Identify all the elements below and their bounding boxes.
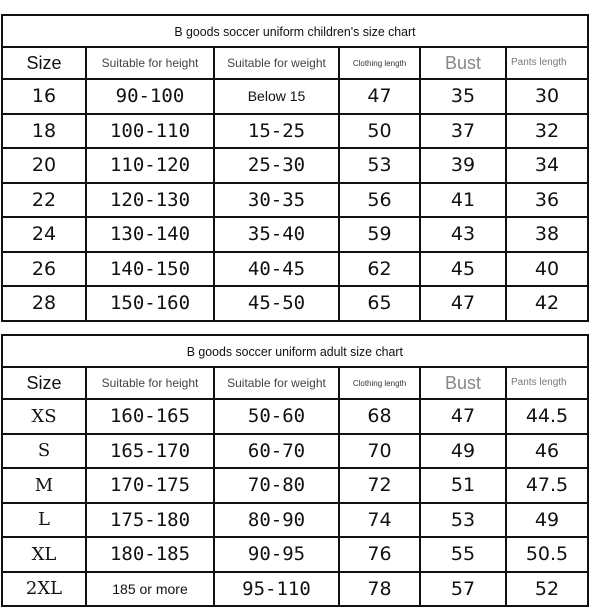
height-header: Suitable for height xyxy=(86,367,214,399)
height-cell: 120-130 xyxy=(86,183,214,218)
adult-size-table xyxy=(1,334,589,607)
size-cell: XS xyxy=(2,399,86,434)
table-row xyxy=(2,399,588,434)
clothing-length-cell: 56 xyxy=(339,183,420,218)
clothing-length-cell: 78 xyxy=(339,572,420,607)
table-row xyxy=(2,537,588,572)
weight-cell: 35-40 xyxy=(214,217,339,252)
bust-header: Bust xyxy=(420,47,506,79)
adult-header-row xyxy=(2,367,588,399)
height-cell: 185 or more xyxy=(86,572,214,607)
bust-cell: 45 xyxy=(420,252,506,287)
pants-length-cell: 44.5 xyxy=(506,399,588,434)
size-cell: 2XL xyxy=(2,572,86,607)
table-row xyxy=(2,217,588,252)
pants-length-cell: 36 xyxy=(506,183,588,218)
bust-cell: 43 xyxy=(420,217,506,252)
clothing-length-cell: 74 xyxy=(339,503,420,538)
bust-cell: 41 xyxy=(420,183,506,218)
table-row xyxy=(2,79,588,114)
clothing-length-cell: 76 xyxy=(339,537,420,572)
weight-header: Suitable for weight xyxy=(214,367,339,399)
adult-chart-title-text: B goods soccer uniform adult size chart xyxy=(186,343,404,359)
height-cell: 150-160 xyxy=(86,286,214,321)
bust-cell: 51 xyxy=(420,468,506,503)
size-cell: 18 xyxy=(2,114,86,149)
bust-cell: 37 xyxy=(420,114,506,149)
height-cell: 140-150 xyxy=(86,252,214,287)
size-cell: 24 xyxy=(2,217,86,252)
height-cell: 130-140 xyxy=(86,217,214,252)
pants-length-cell: 34 xyxy=(506,148,588,183)
adult-chart-title xyxy=(2,335,588,367)
children-size-table xyxy=(1,14,589,322)
table-row xyxy=(2,252,588,287)
height-cell: 175-180 xyxy=(86,503,214,538)
size-cell: 16 xyxy=(2,79,86,114)
children-size-chart xyxy=(0,14,600,322)
table-row xyxy=(2,286,588,321)
weight-cell: 95-110 xyxy=(214,572,339,607)
clothing-length-cell: 62 xyxy=(339,252,420,287)
size-cell: S xyxy=(2,434,86,469)
pants-length-header: Pants length xyxy=(506,367,588,399)
size-cell: 20 xyxy=(2,148,86,183)
table-row xyxy=(2,114,588,149)
bust-cell: 47 xyxy=(420,286,506,321)
pants-length-cell: 52 xyxy=(506,572,588,607)
weight-cell: 80-90 xyxy=(214,503,339,538)
table-row xyxy=(2,503,588,538)
weight-cell: 45-50 xyxy=(214,286,339,321)
size-cell: 26 xyxy=(2,252,86,287)
weight-cell: 15-25 xyxy=(214,114,339,149)
height-cell: 100-110 xyxy=(86,114,214,149)
size-cell: L xyxy=(2,503,86,538)
height-cell: 170-175 xyxy=(86,468,214,503)
clothing-length-cell: 47 xyxy=(339,79,420,114)
bust-cell: 47 xyxy=(420,399,506,434)
adult-table-body xyxy=(2,367,588,606)
table-row xyxy=(2,572,588,607)
clothing-length-cell: 53 xyxy=(339,148,420,183)
bust-header: Bust xyxy=(420,367,506,399)
children-chart-title-text: B goods soccer uniform children's size chart xyxy=(174,23,416,39)
clothing-length-cell: 50 xyxy=(339,114,420,149)
size-cell: 28 xyxy=(2,286,86,321)
weight-cell: Below 15 xyxy=(214,79,339,114)
bust-cell: 53 xyxy=(420,503,506,538)
height-header: Suitable for height xyxy=(86,47,214,79)
height-cell: 180-185 xyxy=(86,537,214,572)
children-header-row xyxy=(2,47,588,79)
weight-cell: 70-80 xyxy=(214,468,339,503)
pants-length-cell: 46 xyxy=(506,434,588,469)
pants-length-cell: 42 xyxy=(506,286,588,321)
weight-cell: 25-30 xyxy=(214,148,339,183)
pants-length-header: Pants length xyxy=(506,47,588,79)
pants-length-cell: 40 xyxy=(506,252,588,287)
clothing-length-header: Clothing length xyxy=(339,47,420,79)
bust-cell: 39 xyxy=(420,148,506,183)
bust-cell: 35 xyxy=(420,79,506,114)
table-row xyxy=(2,148,588,183)
weight-cell: 60-70 xyxy=(214,434,339,469)
height-cell: 110-120 xyxy=(86,148,214,183)
children-chart-title xyxy=(2,15,588,47)
height-cell: 90-100 xyxy=(86,79,214,114)
table-row xyxy=(2,434,588,469)
height-cell: 160-165 xyxy=(86,399,214,434)
weight-cell: 30-35 xyxy=(214,183,339,218)
pants-length-cell: 47.5 xyxy=(506,468,588,503)
size-cell: XL xyxy=(2,537,86,572)
adult-size-chart xyxy=(0,334,600,607)
height-cell: 165-170 xyxy=(86,434,214,469)
size-header: Size xyxy=(2,367,86,399)
table-row xyxy=(2,468,588,503)
clothing-length-cell: 72 xyxy=(339,468,420,503)
pants-length-cell: 50.5 xyxy=(506,537,588,572)
clothing-length-cell: 65 xyxy=(339,286,420,321)
pants-length-cell: 49 xyxy=(506,503,588,538)
clothing-length-cell: 68 xyxy=(339,399,420,434)
clothing-length-cell: 70 xyxy=(339,434,420,469)
bust-cell: 57 xyxy=(420,572,506,607)
weight-cell: 90-95 xyxy=(214,537,339,572)
size-cell: 22 xyxy=(2,183,86,218)
weight-cell: 40-45 xyxy=(214,252,339,287)
pants-length-cell: 30 xyxy=(506,79,588,114)
size-header: Size xyxy=(2,47,86,79)
size-cell: M xyxy=(2,468,86,503)
weight-header: Suitable for weight xyxy=(214,47,339,79)
clothing-length-cell: 59 xyxy=(339,217,420,252)
bust-cell: 49 xyxy=(420,434,506,469)
children-table-body xyxy=(2,47,588,321)
pants-length-cell: 38 xyxy=(506,217,588,252)
pants-length-cell: 32 xyxy=(506,114,588,149)
clothing-length-header: Clothing length xyxy=(339,367,420,399)
bust-cell: 55 xyxy=(420,537,506,572)
table-row xyxy=(2,183,588,218)
weight-cell: 50-60 xyxy=(214,399,339,434)
